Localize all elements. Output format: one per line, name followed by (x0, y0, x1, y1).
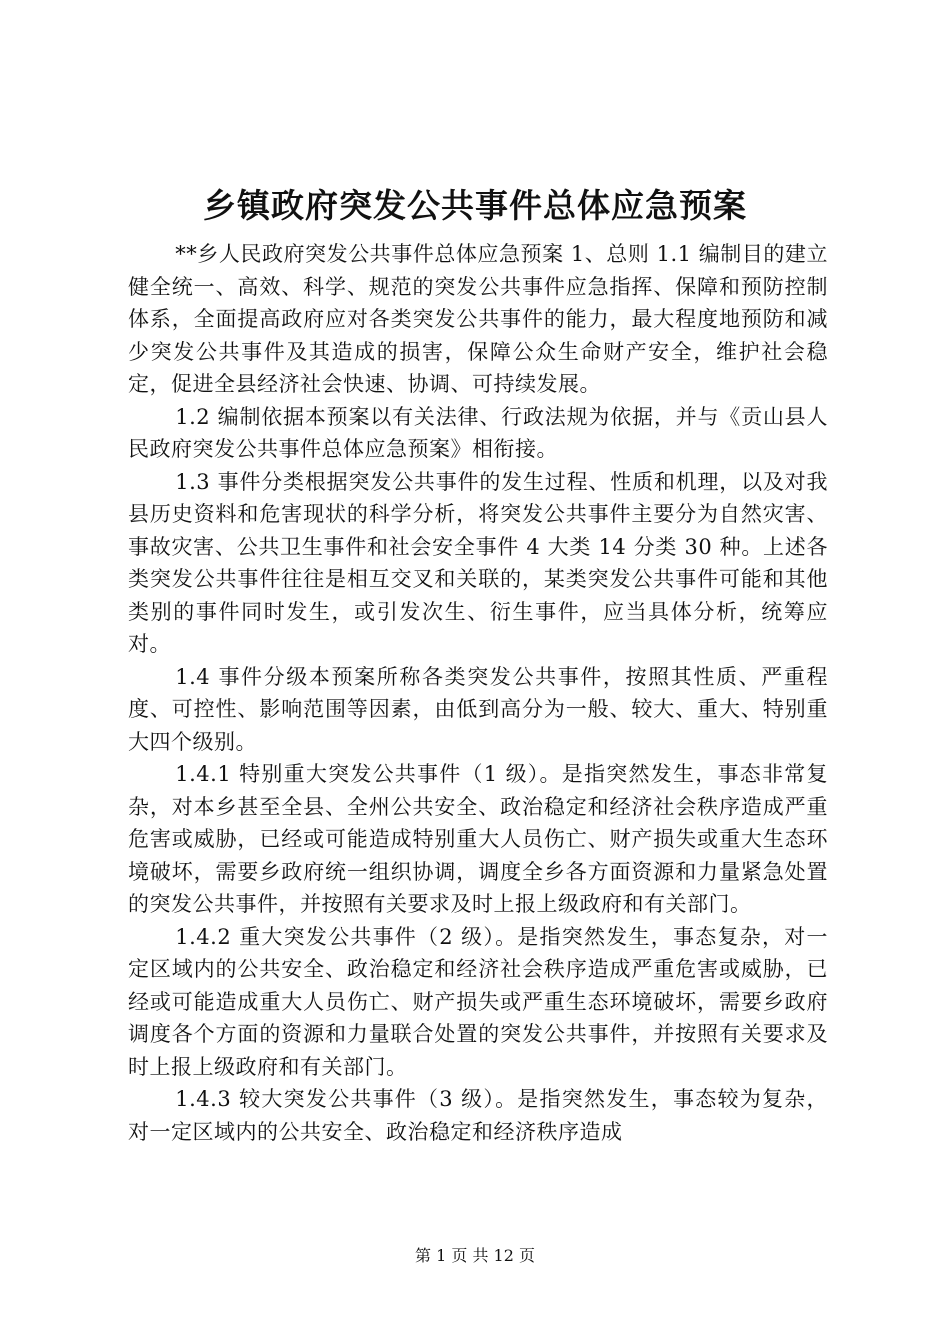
document-title: 乡镇政府突发公共事件总体应急预案 (203, 186, 747, 225)
paragraph-level-2: 1.4.2 重大突发公共事件（2 级）。是指突然发生，事态复杂，对一定区域内的公共安全、政治稳定和经济社会秩序造成严重危害或威胁，已经或可能造成重大人员伤亡、财产损失或严重生态环境破坏，需要乡政府调度各个方面的资源和力量联合处置的突发公共事件，并按照有关要求及时上报上级政府和有关部门。 (128, 924, 828, 1079)
paragraph-level-1: 1.4.1 特别重大突发公共事件（1 级）。是指突然发生，事态非常复杂，对本乡甚至全县、全州公共安全、政治稳定和经济社会秩序造成严重危害或威胁，已经或可能造成特别重大人员伤亡、财产损失或重大生态环境破坏，需要乡政府统一组织协调，调度全乡各方面资源和力量紧急处置的突发公共事件，并按照有关要求及时上报上级政府和有关部门。 (128, 762, 828, 916)
document-body (128, 238, 828, 1148)
paragraph-level-3: 1.4.3 较大突发公共事件（3 级）。是指突然发生，事态较为复杂，对一定区域内的公共安全、政治稳定和经济秩序造成 (128, 1087, 828, 1144)
paragraph-overview: **乡人民政府突发公共事件总体应急预案 1、总则 1.1 编制目的建立健全统一、高效、科学、规范的突发公共事件应急指挥、保障和预防控制体系，全面提高政府应对各类突发公共事件的能力，最大程度地预防和减少突发公共事件及其造成的损害，保障公众生命财产安全，维护社会稳定，促进全县经济社会快速、协调、可持续发展。 (128, 242, 828, 396)
page-number-footer: 第 1 页 共 12 页 (415, 1246, 535, 1265)
paragraph-basis: 1.2 编制依据本预案以有关法律、行政法规为依据，并与《贡山县人民政府突发公共事件总体应急预案》相衔接。 (128, 404, 828, 461)
paragraph-classification: 1.3 事件分类根据突发公共事件的发生过程、性质和机理，以及对我县历史资料和危害现状的科学分析，将突发公共事件主要分为自然灾害、事故灾害、公共卫生事件和社会安全事件 4 大类 14 分类 30 种。上述各类突发公共事件往往是相互交叉和关联的，某类突发公共事件可能和其他类别的事件同时发生，或引发次生、衍生事件，应当具体分析，统筹应对。 (128, 469, 828, 656)
paragraph-grading: 1.4 事件分级本预案所称各类突发公共事件，按照其性质、严重程度、可控性、影响范围等因素，由低到高分为一般、较大、重大、特别重大四个级别。 (128, 664, 828, 754)
